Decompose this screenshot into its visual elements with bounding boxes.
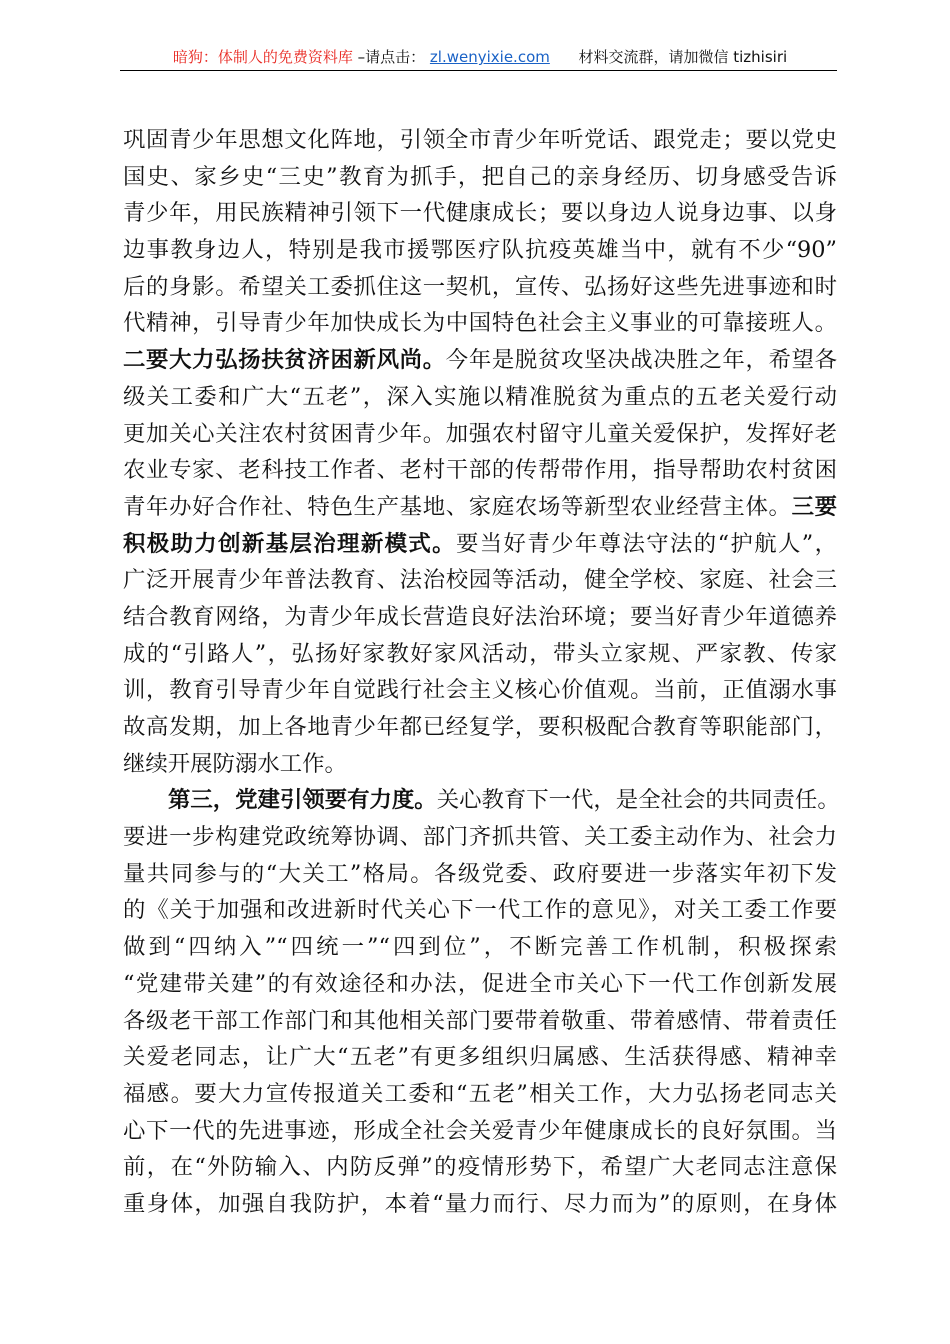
body-text: 成的“引路人”，弘扬好家教好家风活动，带头立家规、严家教、传家 [123, 640, 837, 667]
body-text: 要当好青少年尊法守法的“护航人”， [455, 530, 837, 557]
text-line [123, 819, 837, 856]
body-text: 的《关于加强和改进新时代关心下一代工作的意见》，对关工委工作要 [123, 897, 837, 924]
text-line [123, 159, 837, 196]
text-line [123, 342, 837, 379]
text-line [123, 599, 837, 636]
bold-heading-text: 积极助力创新基层治理新模式。 [123, 530, 456, 557]
body-text: 代精神，引导青少年加快成长为中国特色社会主义事业的可靠接班人。 [123, 310, 837, 337]
body-text: 故高发期，加上各地青少年都已经复学，要积极配合教育等职能部门， [123, 714, 837, 740]
body-text: 农业专家、老科技工作者、老村干部的传帮带作用，指导帮助农村贫困 [123, 457, 837, 484]
text-line [123, 562, 837, 599]
text-line [123, 672, 837, 709]
text-line [123, 929, 837, 966]
body-text: 巩固青少年思想文化阵地，引领全市青少年听党话、跟党走；要以党史 [123, 127, 837, 153]
text-line [123, 379, 837, 416]
text-line [123, 1113, 837, 1150]
text-line [123, 1003, 837, 1040]
body-text: 福感。要大力宣传报道关工委和“五老”相关工作，大力弘扬老同志关 [123, 1080, 837, 1107]
text-line [123, 452, 837, 489]
body-text: 关爱老同志，让广大“五老”有更多组织归属感、生活获得感、精神幸 [123, 1044, 837, 1071]
body-text: 各级老干部工作部门和其他相关部门要带着敬重、带着感情、带着责任 [123, 1007, 837, 1034]
body-text: 做到“四纳入”“四统一”“四到位”，不断完善工作机制，积极探索 [123, 934, 837, 961]
body-text: 青年办好合作社、特色生产基地、家庭农场等新型农业经营主体。 [123, 493, 792, 520]
body-text: 广泛开展青少年普法教育、法治校园等活动，健全学校、家庭、社会三 [123, 567, 837, 594]
body-text: 级关工委和广大“五老”，深入实施以精准脱贫为重点的五老关爱行动 [123, 383, 837, 410]
text-line [123, 305, 837, 342]
text-line [123, 489, 837, 526]
text-line [123, 416, 837, 453]
text-line [123, 195, 837, 232]
body-text: 重身体，加强自我防护，本着“量力而行、尽力而为”的原则，在身体 [123, 1190, 837, 1217]
text-line [123, 1039, 837, 1076]
text-line [123, 1149, 837, 1186]
header-link[interactable]: zl.wenyixie.com [429, 48, 550, 66]
text-line [123, 892, 837, 929]
body-text: 继续开展防溺水工作。 [123, 750, 347, 777]
text-line [123, 782, 840, 819]
header-contact: 材料交流群，请加微信 tizhisiri [578, 48, 788, 66]
bold-heading-text: 第三，党建引领要有力度。 [168, 787, 437, 814]
bold-heading-text: 三要 [791, 493, 838, 520]
body-text: 边事教身边人，特别是我市援鄂医疗队抗疫英雄当中，就有不少“90” [123, 237, 837, 264]
text-line [123, 856, 837, 893]
body-text: 国史、家乡史“三史”教育为抓手，把自己的亲身经历、切身感受告诉 [123, 163, 837, 190]
bold-heading-text: 二要大力弘扬扶贫济困新风尚。 [123, 347, 446, 374]
text-line [123, 966, 837, 1003]
body-text: 前，在“外防输入、内防反弹”的疫情形势下，希望广大老同志注意保 [123, 1154, 837, 1181]
text-line [123, 636, 837, 673]
body-text: “党建带关建”的有效途径和办法，促进全市关心下一代工作创新发展 [123, 970, 837, 997]
body-text: 结合教育网络，为青少年成长营造良好法治环境；要当好青少年道德养 [123, 603, 837, 630]
text-line [123, 122, 837, 159]
body-text: 训，教育引导青少年自觉践行社会主义核心价值观。当前，正值溺水事 [123, 677, 837, 704]
text-line [123, 526, 837, 563]
body-text: 要进一步构建党政统筹协调、部门齐抓共管、关工委主动作为、社会力 [123, 824, 837, 851]
body-text: 更加关心关注农村贫困青少年。加强农村留守儿童关爱保护，发挥好老 [123, 420, 837, 447]
text-line [123, 1076, 837, 1113]
text-line [123, 1186, 837, 1223]
body-text: 后的身影。希望关工委抓住这一契机，宣传、弘扬好这些先进事迹和时 [123, 273, 837, 300]
page-header [123, 46, 837, 68]
document-body [123, 122, 840, 1223]
header-prompt: –请点击： [357, 48, 426, 66]
text-line [123, 232, 837, 269]
text-line [123, 709, 837, 746]
text-line [123, 746, 837, 783]
body-text: 关心教育下一代，是全社会的共同责任。 [436, 787, 840, 814]
body-text: 今年是脱贫攻坚决战决胜之年，希望各 [445, 347, 838, 374]
header-site-name: 暗狗：体制人的免费资料库 [172, 48, 353, 66]
body-text: 心下一代的先进事迹，形成全社会关爱青少年健康成长的良好氛围。当 [123, 1117, 837, 1144]
body-text: 青少年，用民族精神引领下一代健康成长；要以身边人说身边事、以身 [123, 200, 837, 227]
text-line [123, 269, 837, 306]
body-text: 量共同参与的“大关工”格局。各级党委、政府要进一步落实年初下发 [123, 860, 837, 887]
header-divider [120, 70, 837, 71]
